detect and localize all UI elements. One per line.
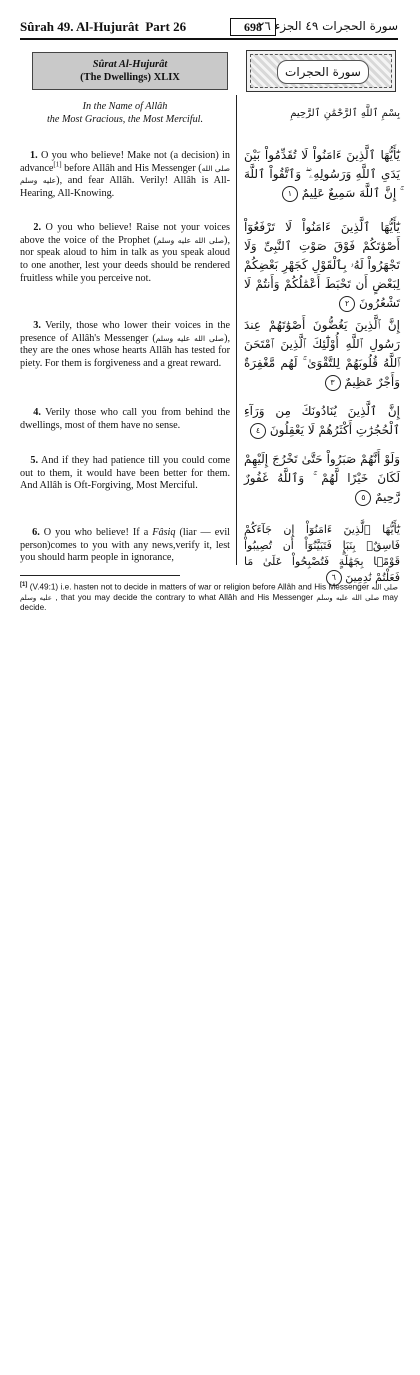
verse-4-english: 4. Verily those who call you from behind the dwellings, most of them have no sense. (20, 407, 231, 431)
ayah-number-mark: ١ (282, 186, 298, 202)
verse-6-english: 6. O you who believe! If a Fâsiq (liar — evil person)comes to you with any news,verify it, lest you should harm people in ignorance, (20, 527, 230, 564)
page-header (20, 18, 398, 38)
footnote-marker: [1] (20, 582, 28, 588)
footnote: [1] (V.49:1) i.e. hasten not to decide in matters of war or religion before Allâh and His Messenger صلى الله عليه وسلم , that you may decide the contrary to what Allâh and His Messenger صلى الله عليه وسلم may decide. (20, 582, 399, 612)
verse-1-arabic: يَٰٓأَيُّهَا ٱلَّذِينَ ءَامَنُواْ لَا تُقَدِّمُواْ بَيْنَ يَدَىِ ٱللَّهِ وَرَسُولِهِۦ ۖ وَٱتَّقُواْ ٱللَّهَ ۚ إِنَّ ٱللَّهَ سَمِيعٌ عَلِيمٌ ١ (244, 148, 400, 200)
verse-3-arabic: إِنَّ ٱلَّذِينَ يَغُضُّونَ أَصْوَٰتَهُمْ عِندَ رَسُولِ ٱللَّهِ أُوْلَٰٓئِكَ ٱلَّذِينَ ٱمْتَحَنَ ٱللَّهُ قُلُوبَهُمْ لِلتَّقْوَىٰ ۚ لَهُم مَّغْفِرَةٌ وَأَجْرٌ عَظِيمٌ ٣ (244, 318, 400, 389)
footnote-ref: [1] (53, 160, 62, 169)
header-title: Sûrah 49. Al-Hujurât Part 26 (20, 19, 187, 34)
footnote-rule (20, 575, 180, 576)
verse-5-arabic: وَلَوْ أَنَّهُمْ صَبَرُواْ حَتَّىٰ تَخْرُجَ إِلَيْهِمْ لَكَانَ خَيْرًا لَّهُمْ ۚ وَٱللَّهُ غَفُورٌ رَّحِيمٌ ٥ (244, 452, 400, 504)
ayah-number-mark: ٢ (339, 296, 355, 312)
verse-number: 4. (33, 407, 41, 418)
page-number: 698 (230, 18, 276, 36)
verse-6-arabic: يَٰٓأَيُّهَا ٱلَّذِينَ ءَامَنُوٓاْ إِن جَآءَكُمْ فَاسِقٌۢ بِنَبَإٍ فَتَبَيَّنُوٓاْ أَن تُصِيبُواْ قَوْمًۢا بِجَهَٰلَةٍ فَتُصْبِحُواْ عَلَىٰ مَا فَعَلْتُمْ نَٰدِمِينَ ٦ (244, 523, 400, 584)
header-part: Part 26 (145, 19, 187, 34)
ayah-number-mark: ٣ (325, 375, 341, 391)
surah-title-en-line1: Sûrat Al-Hujurât (92, 59, 168, 70)
verse-number: 1. (30, 150, 38, 161)
header-rule (20, 38, 398, 40)
ayah-number-mark: ٥ (355, 490, 371, 506)
surah-title-arabic-ornament (246, 50, 396, 92)
basmala-arabic: بِسْمِ ٱللَّهِ ٱلرَّحْمَٰنِ ٱلرَّحِيمِ (290, 108, 400, 119)
ayah-number-mark: ٦ (326, 570, 342, 586)
verse-number: 3. (33, 320, 41, 331)
verse-4-arabic: إِنَّ ٱلَّذِينَ يُنَادُونَكَ مِن وَرَآءِ ٱلْحُجُرَٰتِ أَكْثَرُهُمْ لَا يَعْقِلُونَ ٤ (244, 404, 400, 437)
basmala-english (20, 100, 230, 126)
surah-title-arabic: سورة الحجرات (277, 60, 369, 84)
verse-3-english: 3. Verily, those who lower their voices in the presence of Allâh's Messenger (صلى الله عليه وسلم), they are the ones whose hearts Allâh has tested for piety. For them is forgiveness and a great reward. (20, 320, 231, 370)
surah-title-en-line2: (The Dwellings) XLIX (80, 72, 180, 83)
verse-number: 6. (32, 527, 40, 538)
header-arabic: سورة الحجرات ٤٩ الجزء ٢٦ (257, 19, 398, 33)
column-divider (236, 95, 237, 565)
ayah-number-mark: ٤ (250, 423, 266, 439)
basmala-en-line1: In the Name of Allâh (82, 101, 168, 112)
italic-term: Fâsiq (152, 527, 176, 538)
verse-number: 5. (30, 455, 39, 466)
verse-2-english: 2. O you who believe! Raise not your voices above the voice of the Prophet (صلى الله عليه وسلم), nor speak aloud to him in talk as you speak aloud to one another, lest your deeds should be rendered fruitless while you perceive not. (20, 222, 231, 284)
verse-2-arabic: يَٰٓأَيُّهَا ٱلَّذِينَ ءَامَنُواْ لَا تَرْفَعُوٓاْ أَصْوَٰتَكُمْ فَوْقَ صَوْتِ ٱلنَّبِىِّ وَلَا تَجْهَرُواْ لَهُۥ بِٱلْقَوْلِ كَجَهْرِ بَعْضِكُمْ لِبَعْضٍ أَن تَحْبَطَ أَعْمَٰلُكُمْ وَأَنتُمْ لَا تَشْعُرُونَ ٢ (244, 220, 400, 310)
basmala-en-line2: the Most Gracious, the Most Merciful. (46, 114, 204, 125)
verse-1-english: 1. O you who believe! Make not (a decision) in advance[1] before Allâh and His Messenger (صلى الله عليه وسلم), and fear Allâh. Verily! Allâh is All-Hearing, All-Knowing. (20, 150, 231, 200)
verse-number: 2. (33, 222, 42, 233)
verse-5-english: 5. And if they had patience till you could come out to them, it would have been better for them. And Allâh is Oft-Forgiving, Most Merciful. (20, 455, 231, 492)
surah-title-english (32, 52, 228, 90)
